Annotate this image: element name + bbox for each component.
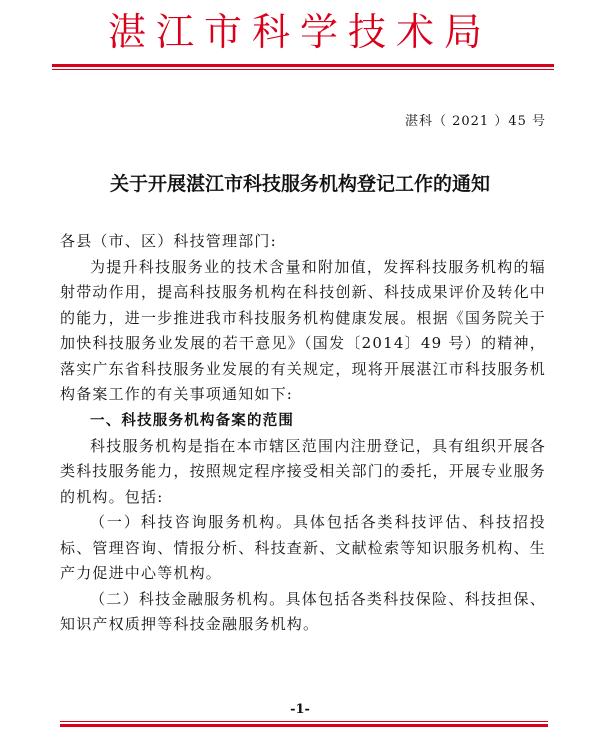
finance-paragraph: （二）科技金融服务机构。具体包括各类科技保险、科技担保、知识产权质押等科技金融服务机构。 bbox=[60, 589, 546, 633]
section-heading-scope: 一、科技服务机构备案的范围 bbox=[90, 412, 295, 429]
definition-paragraph: 科技服务机构是指在本市辖区范围内注册登记，具有组织开展各类科技服务能力，按照规定程序接受相关部门的委托，开展专业服务的机构。包括: bbox=[60, 436, 547, 506]
footer-rule-thin bbox=[60, 721, 548, 722]
document-body bbox=[60, 229, 546, 638]
salutation: 各县（市、区）科技管理部门: bbox=[60, 232, 277, 250]
document-number: 湛科（ 2021 ）45 号 bbox=[404, 114, 546, 129]
agency-letterhead: 湛江市科学技术局 bbox=[107, 10, 492, 54]
letterhead-rule-thick bbox=[52, 64, 554, 67]
consulting-paragraph: （一）科技咨询服务机构。具体包括各类科技评估、科技招投标、管理咨询、情报分析、科技查新、文献检索等知识服务机构、生产力促进中心等机构。 bbox=[60, 513, 547, 582]
letterhead-rule-thin bbox=[52, 69, 554, 70]
document-title: 关于开展湛江市科技服务机构登记工作的通知 bbox=[109, 173, 490, 195]
intro-paragraph: 为提升科技服务业的技术含量和附加值，发挥科技服务机构的辐射带动作用，提高科技服务机构在科技创新、科技成果评价及转化中的能力，进一步推进我市科技服务机构健康发展。根据《国务院关于加快科技服务业发展的若干意见》（国发〔2014〕49 号）的精神，落实广东省科技服务业发展的有关规定，现将开展湛江市科技服务机构备案工作的有关事项通知如下: bbox=[60, 257, 547, 403]
footer-rule-thick bbox=[60, 724, 548, 727]
page-number: -1- bbox=[290, 702, 310, 717]
